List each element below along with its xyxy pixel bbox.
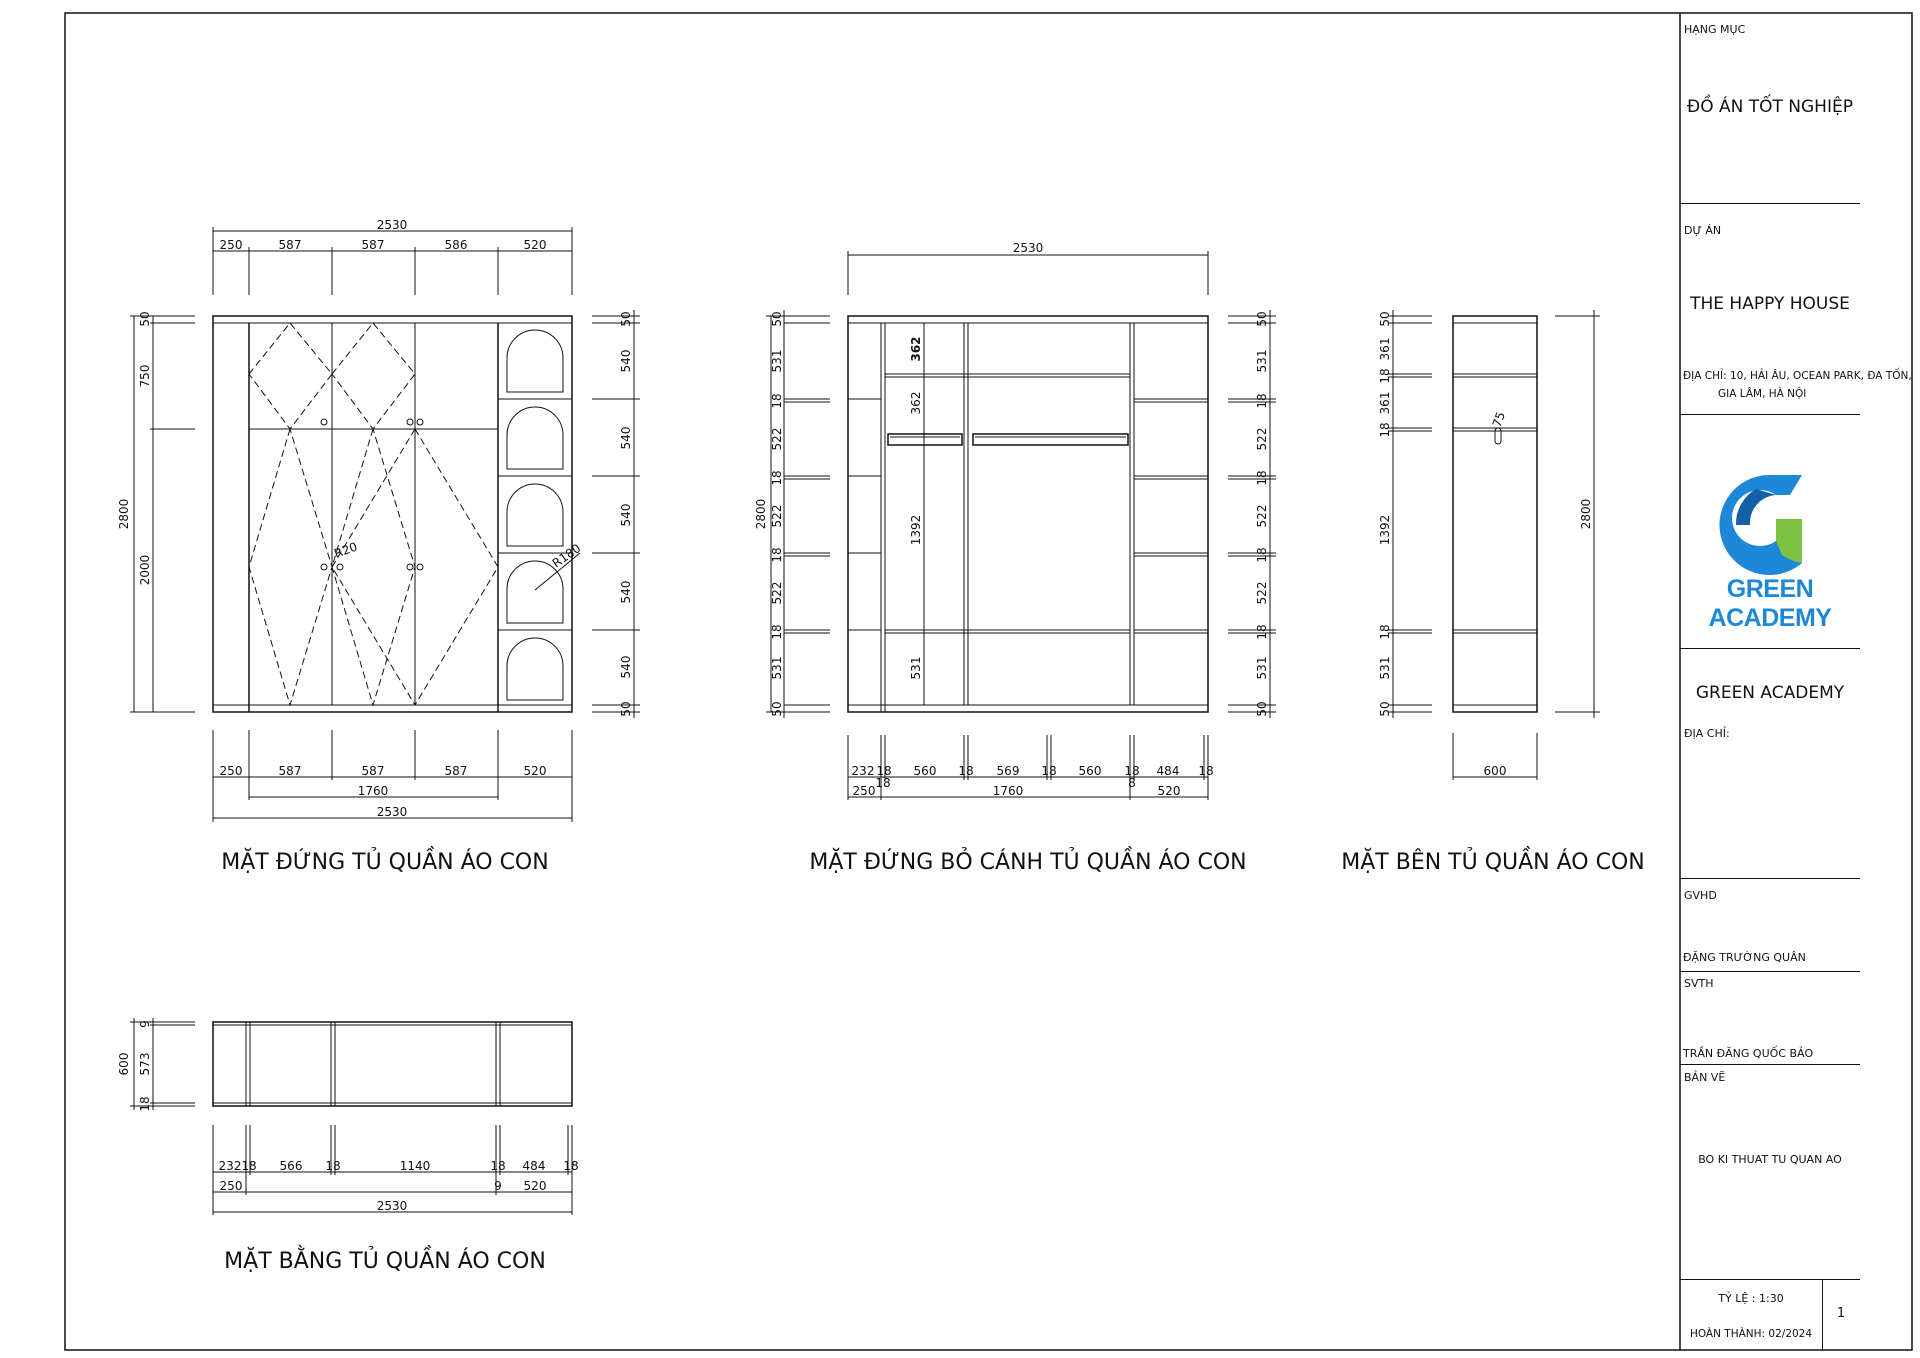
open-total-height-left: 2800 [754,498,768,530]
open-bottom-seg-9: 484 [1156,764,1180,778]
open-inner-part-4: 531 [909,656,923,680]
open-bottom-seg-5: 569 [996,764,1020,778]
titleblock-company [1680,648,1860,878]
open-right-part-2: 531 [1255,349,1269,373]
side-depth: 600 [1483,764,1507,778]
open-right-part-10: 531 [1255,656,1269,680]
open-right-part-4: 522 [1255,427,1269,451]
front-top-total: 2530 [376,218,408,232]
plan-row1-seg-5: 1140 [399,1159,431,1173]
side-elevation [1341,310,1644,875]
side-view-title: MẶT BÊN TỦ QUẦN ÁO CON [1341,850,1645,875]
open-bottom-row2-2: 1760 [992,784,1024,798]
green-academy-logo-icon [1680,455,1860,585]
open-left-part-1: 50 [770,311,784,327]
front-bottom-seg-3: 587 [361,764,385,778]
front-top-seg-4: 586 [444,238,468,252]
front-top-seg-1: 250 [219,238,243,252]
plan-row1-seg-4: 18 [325,1159,341,1173]
company-name: GREEN ACADEMY [1695,683,1845,703]
side-left-part-7: 18 [1378,624,1392,640]
open-bottom-dims [848,735,1214,800]
address-line-2: GIA LÂM, HÀ NỘI [1718,388,1807,400]
front-right-part-5: 540 [619,580,633,604]
plan-left-part-2: 573 [138,1052,152,1076]
titleblock-gvhd [1680,878,1860,971]
front-right-part-7: 50 [619,701,633,717]
gvhd-value: ĐẶNG TRƯỜNG QUÂN [1683,951,1806,964]
open-left-part-9: 18 [770,624,784,640]
plan-row1-seg-8: 18 [563,1159,579,1173]
side-left-part-4: 361 [1378,391,1392,415]
open-bottom-seg-2: 18 [876,764,892,778]
side-left-part-2: 361 [1378,337,1392,361]
hang-muc-value: ĐỒ ÁN TỐT NGHIỆP [1687,97,1853,117]
open-inner-part-1: 362 [909,336,923,362]
open-right-part-9: 18 [1255,624,1269,640]
front-left-part-2: 750 [138,364,152,388]
front-right-dims [592,310,640,718]
front-right-part-3: 540 [619,426,633,450]
front-bottom-middle: 1760 [357,784,389,798]
open-right-part-8: 522 [1255,581,1269,605]
front-bottom-dims [213,730,572,822]
front-left-part-1: 50 [138,311,152,327]
address-line-1: ĐỊA CHỈ: 10, HẢI ÂU, OCEAN PARK, ĐA TỐN, [1683,370,1912,382]
titleblock-svth [1680,971,1860,1064]
side-left-part-5: 18 [1378,422,1392,438]
open-right-part-5: 18 [1255,470,1269,486]
front-arch-niches [498,330,580,700]
front-top-seg-2: 587 [278,238,302,252]
du-an-label: DỰ ÁN [1684,224,1722,237]
open-left-dims [770,310,830,718]
plan-total: 2530 [376,1199,408,1213]
ban-ve-value: BO KI THUAT TU QUAN AO [1698,1153,1842,1166]
plan-view-title: MẶT BẰNG TỦ QUẦN ÁO CON [224,1249,546,1274]
open-left-part-4: 522 [770,427,784,451]
side-total-height: 2800 [1579,498,1593,530]
front-bottom-seg-1: 250 [219,764,243,778]
front-bottom-seg-2: 587 [278,764,302,778]
open-inner-part-2: 362 [909,391,923,415]
open-bottom-seg-4: 18 [958,764,974,778]
open-left-part-5: 18 [770,470,784,486]
open-right-part-6: 522 [1255,504,1269,528]
side-left-dims [1378,310,1432,718]
ban-ve-label: BẢN VẼ [1684,1071,1726,1084]
front-elevation [117,218,640,875]
logo-text: GREEN ACADEMY [1708,575,1832,632]
side-left-part-3: 18 [1378,368,1392,384]
open-left-part-11: 50 [770,701,784,717]
front-top-seg-3: 587 [361,238,385,252]
open-right-dims [1228,311,1276,716]
open-left-part-2: 531 [770,349,784,373]
open-bottom-seg-8: 18 [1124,764,1140,778]
front-left-total: 2800 [117,498,131,530]
du-an-value: THE HAPPY HOUSE [1690,294,1850,314]
front-bottom-seg-4: 587 [444,764,468,778]
front-top-seg-5: 520 [523,238,547,252]
front-radius-large: R180 [549,541,584,571]
svth-value: TRẦN ĐĂNG QUỐC BẢO [1683,1047,1814,1060]
open-top-total: 2530 [1012,241,1044,255]
side-rod-label: 75 [1489,409,1509,430]
plan-row1-seg-2: 18 [241,1159,257,1173]
svth-label: SVTH [1684,977,1714,990]
plan-row2-right: 520 [523,1179,547,1193]
open-left-part-8: 522 [770,581,784,605]
open-inner-dims [909,323,924,705]
plan-bottom-dims [213,1125,579,1215]
front-right-part-1: 50 [619,311,633,327]
titleblock-hang-muc [1680,13,1860,203]
open-bottom-extra-2: 8 [1128,776,1136,790]
open-left-part-3: 18 [770,393,784,409]
open-right-part-11: 50 [1255,701,1269,717]
front-bottom-seg-5: 520 [523,764,547,778]
open-view-title: MẶT ĐỨNG BỎ CÁNH TỦ QUẦN ÁO CON [809,850,1247,875]
side-left-part-6: 1392 [1378,514,1392,546]
open-right-part-3: 18 [1255,393,1269,409]
plan-row1-seg-7: 484 [522,1159,546,1173]
gvhd-label: GVHD [1684,889,1717,902]
front-radius-small: R20 [332,539,360,561]
sheet-number: 1 [1836,1306,1846,1321]
side-left-part-8: 531 [1378,656,1392,680]
front-right-part-2: 540 [619,349,633,373]
open-bottom-seg-3: 560 [913,764,937,778]
plan-left-part-1: 9 [138,1020,152,1028]
titleblock-logo [1680,414,1860,648]
open-left-part-6: 522 [770,504,784,528]
side-left-part-1: 50 [1378,311,1392,327]
titleblock-ban-ve [1680,1064,1860,1279]
front-bottom-total: 2530 [376,805,408,819]
titleblock-footer [1680,1279,1860,1350]
front-right-part-6: 540 [619,655,633,679]
open-right-part-7: 18 [1255,547,1269,563]
hang-muc-label: HẠNG MỤC [1684,23,1746,36]
plan-row2-left: 250 [219,1179,243,1193]
open-left-part-7: 18 [770,547,784,563]
open-bottom-row2-1: 250 [852,784,876,798]
plan-row1-seg-6: 18 [490,1159,506,1173]
open-bottom-seg-10: 18 [1198,764,1214,778]
front-right-part-4: 540 [619,503,633,527]
titleblock-du-an [1680,203,1912,414]
plan-row2-mid: 9 [494,1179,502,1193]
plan-view [117,1018,579,1274]
open-bottom-seg-6: 18 [1041,764,1057,778]
open-right-part-1: 50 [1255,311,1269,327]
plan-left-part-3: 18 [138,1096,152,1112]
scale-text: TỶ LỆ : 1:30 [1718,1292,1784,1305]
side-left-part-9: 50 [1378,701,1392,717]
completion-text: HOÀN THÀNH: 02/2024 [1689,1328,1813,1340]
open-bottom-seg-7: 560 [1078,764,1102,778]
plan-row1-seg-3: 566 [279,1159,303,1173]
plan-row1-seg-1: 232 [218,1159,242,1173]
open-elevation [754,241,1276,875]
company-address-label: ĐỊA CHỈ: [1684,727,1730,740]
open-left-part-10: 531 [770,656,784,680]
open-inner-part-3: 1392 [909,514,923,546]
plan-left-total: 600 [117,1052,131,1076]
open-bottom-row2-3: 520 [1157,784,1181,798]
front-left-part-3: 2000 [138,554,152,586]
open-bottom-seg-1: 232 [851,764,875,778]
front-view-title: MẶT ĐỨNG TỦ QUẦN ÁO CON [221,850,549,875]
open-bottom-extra: 18 [875,776,891,790]
